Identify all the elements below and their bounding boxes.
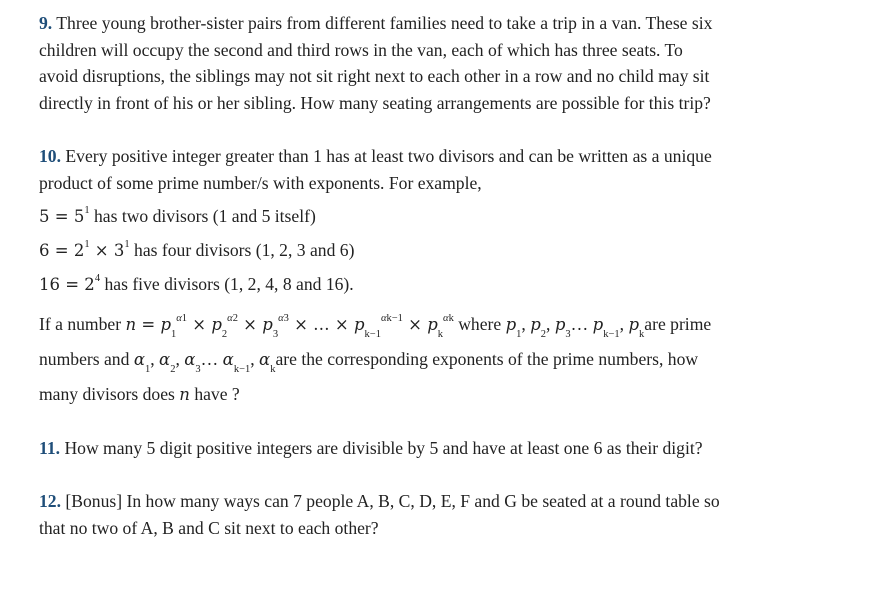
subscript: 3 [272, 328, 279, 340]
subscript: k [270, 363, 276, 375]
question-9 [39, 10, 839, 116]
subscript: 2 [221, 328, 228, 340]
prime-p: p [160, 315, 172, 334]
example-equation: × 3 [89, 241, 125, 260]
alpha-symbol: α [133, 350, 145, 369]
example-equation: 5 = 5 [39, 207, 85, 226]
question-11 [39, 435, 839, 462]
question-text-line: avoid disruptions, the siblings may not sit right next to each other in a row and no child may sit [39, 66, 710, 86]
prime-p: p [427, 315, 438, 334]
exponent-index: 2 [232, 313, 238, 325]
subscript: k [437, 328, 444, 340]
subscript: 3 [565, 328, 571, 340]
prime-p: p [592, 315, 604, 334]
numbers-and-text: numbers and [39, 349, 130, 369]
exponent-index: k [448, 313, 454, 325]
times: × [237, 315, 263, 334]
subscript: 2 [540, 328, 547, 340]
question-number: 10. [39, 146, 61, 166]
divisors-question-line [39, 381, 240, 408]
subscript: 1 [144, 363, 151, 375]
are-prime-text: are prime [644, 314, 712, 334]
comma: , [619, 314, 625, 334]
general-intro: If a number [39, 314, 122, 334]
exponent: 1 [124, 239, 130, 251]
exponent-alpha: α [380, 313, 387, 325]
exponent-alpha: α [227, 313, 233, 325]
exponent: 1 [84, 205, 90, 217]
question-text-line: directly in front of his or her sibling. How many seating arrangements are possible for this trip? [39, 92, 711, 113]
subscript: 2 [170, 363, 176, 375]
prime-p: p [262, 315, 273, 334]
question-text-line: Every positive integer greater than 1 has at least two divisors and can be written as a unique [65, 146, 712, 166]
question-number: 9. [39, 13, 53, 33]
exponents-line [39, 346, 698, 373]
variable-n: n [179, 385, 190, 404]
question-text: How many 5 digit positive integers are divisible by 5 and have at least one 6 as their digit? [64, 438, 703, 458]
question-12 [39, 488, 839, 541]
subscript: 1 [171, 328, 177, 340]
question-number: 12. [39, 491, 61, 511]
question-text-line: children will occupy the second and third rows in the van, each of which has three seats. To [39, 39, 683, 60]
subscript: k−1 [233, 363, 251, 375]
subscript: k [639, 328, 645, 340]
exponent: 4 [94, 273, 101, 285]
alpha-symbol: α [159, 350, 171, 369]
example-text: has four divisors (1, 2, 3 and 6) [134, 240, 355, 260]
prime-p: p [530, 315, 541, 334]
exponent-index: k−1 [386, 313, 403, 325]
exponent-alpha: α [278, 313, 284, 325]
example-text: has five divisors (1, 2, 4, 8 and 16). [104, 274, 354, 294]
prime-p: p [628, 315, 640, 334]
question-10 [39, 143, 839, 196]
example-16 [39, 271, 354, 298]
exponent: 1 [84, 239, 90, 251]
example-equation: 6 = 2 [39, 241, 85, 260]
comma: , [521, 314, 526, 334]
subscript: k−1 [603, 328, 620, 340]
alpha-symbol: α [184, 350, 196, 369]
question-text-line: that no two of A, B and C sit next to each other? [39, 517, 379, 538]
question-text-line: product of some prime number/s with exponents. For example, [39, 172, 482, 193]
exponent-alpha: α [176, 313, 182, 325]
question-text: many divisors does [39, 384, 175, 404]
alpha-symbol: α [259, 350, 271, 369]
times: × [402, 315, 428, 334]
exponent-index: 1 [181, 313, 188, 325]
ellipsis: … [200, 349, 219, 369]
corresponding-text: are the corresponding exponents of the prime numbers, how [275, 349, 699, 369]
equals: = [136, 315, 161, 334]
prime-p: p [505, 315, 517, 334]
prime-p: p [353, 315, 365, 334]
example-text: has two divisors (1 and 5 itself) [93, 206, 316, 226]
comma: , [250, 349, 255, 369]
variable-n: n [125, 315, 137, 334]
exponent-index: 3 [283, 313, 289, 325]
question-number: 11. [39, 438, 61, 458]
comma: , [546, 314, 551, 334]
question-text: have ? [194, 384, 240, 404]
question-text-line: Three young brother-sister pairs from different families need to take a trip in a van. These six [56, 13, 713, 33]
exponent-alpha: α [443, 313, 449, 325]
times: × [187, 315, 212, 334]
prime-p: p [211, 315, 222, 334]
ellipsis: … [570, 314, 589, 334]
question-text-line: [Bonus] In how many ways can 7 people A, B, C, D, E, F and G be seated at a round table so [65, 491, 720, 511]
alpha-symbol: α [222, 350, 234, 369]
general-form-line [39, 311, 711, 338]
subscript: 3 [195, 363, 201, 375]
example-6 [39, 237, 354, 264]
comma: , [175, 349, 180, 369]
comma: , [150, 349, 155, 369]
prime-p: p [554, 315, 566, 334]
subscript: k−1 [364, 328, 381, 340]
times-ellipsis: × … × [288, 315, 354, 334]
where-text: where [458, 314, 502, 334]
example-5 [39, 203, 316, 230]
subscript: 1 [516, 328, 522, 340]
example-equation: 16 = 2 [39, 275, 95, 294]
